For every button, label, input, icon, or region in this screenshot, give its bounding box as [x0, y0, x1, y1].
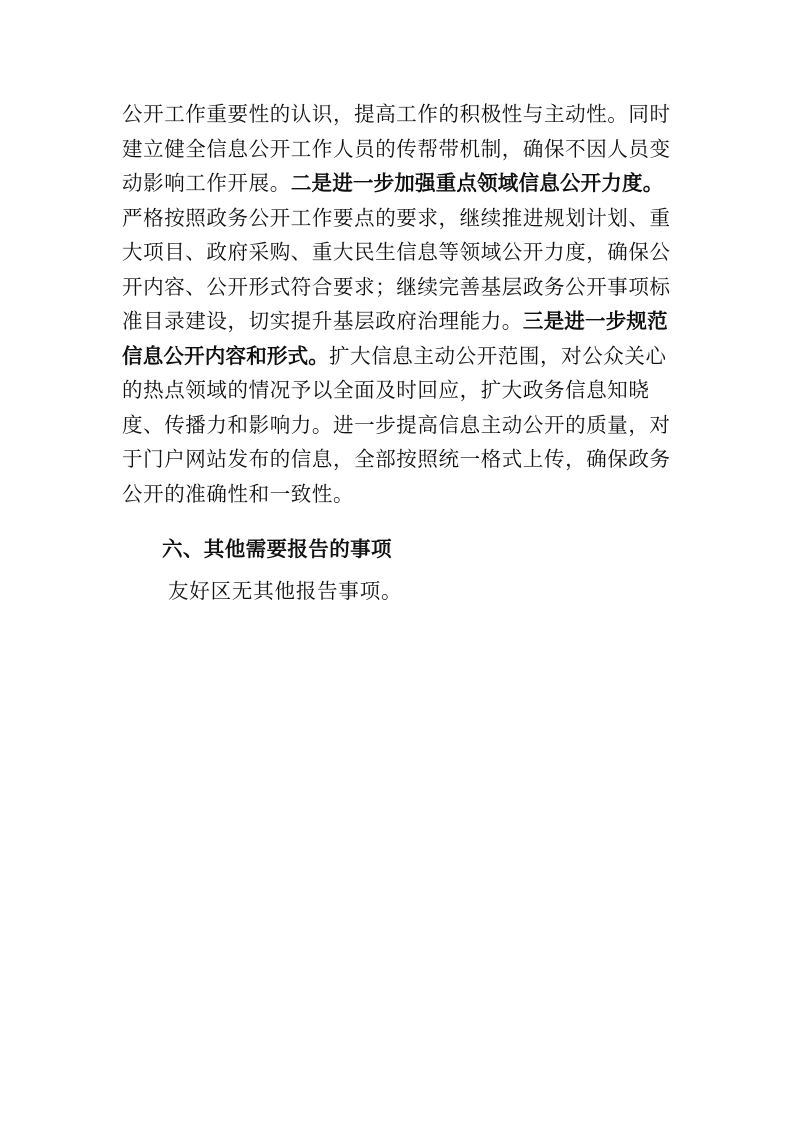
paragraph-line [122, 442, 682, 477]
paragraph-line [122, 339, 682, 374]
body-text: 的热点领域的情况予以全面及时回应，扩大政务信息知晓 [122, 378, 650, 402]
paragraph-line [122, 166, 682, 201]
emphasized-text: 信息公开内容和形式。 [122, 343, 329, 368]
paragraph-line [122, 201, 682, 236]
closing-statement: 友好区无其他报告事项。 [168, 579, 403, 603]
paragraph-line [122, 97, 682, 132]
paragraph-line [122, 270, 682, 305]
body-text: 建立健全信息公开工作人员的传帮带机制，确保不因人员变 [122, 136, 671, 161]
body-text: 公开的准确性和一致性。 [122, 481, 355, 506]
paragraph-line [122, 235, 682, 270]
body-text: 严格按照政务公开工作要点的要求，继续推进规划计划、重 [122, 205, 671, 230]
body-text: 开内容、公开形式符合要求；继续完善基层政务公开事项标 [122, 274, 671, 299]
body-text: 度、传播力和影响力。进一步提高信息主动公开的质量，对 [122, 412, 671, 437]
paragraph-line [122, 373, 682, 408]
body-text: 公开工作重要性的认识，提高工作的积极性与主动性。同时 [122, 102, 671, 126]
body-text: 大项目、政府采购、重大民生信息等领域公开力度，确保公 [122, 240, 671, 264]
paragraph-line [122, 132, 682, 167]
paragraph-line [122, 408, 682, 443]
emphasized-text: 三是进一步规范 [522, 309, 668, 333]
body-text: 动影响工作开展。 [122, 171, 291, 195]
body-text: 扩大信息主动公开范围，对公众关心 [329, 343, 667, 368]
body-text: 准目录建设，切实提升基层政府治理能力。 [122, 309, 523, 333]
paragraph-line [122, 304, 682, 339]
section-heading: 六、其他需要报告的事项 [162, 537, 392, 561]
body-paragraph [122, 97, 682, 511]
emphasized-text: 二是进一步加强重点领域信息公开力度。 [290, 171, 664, 195]
paragraph-line [122, 477, 682, 512]
body-text: 于门户网站发布的信息，全部按照统一格式上传，确保政务 [122, 447, 671, 471]
